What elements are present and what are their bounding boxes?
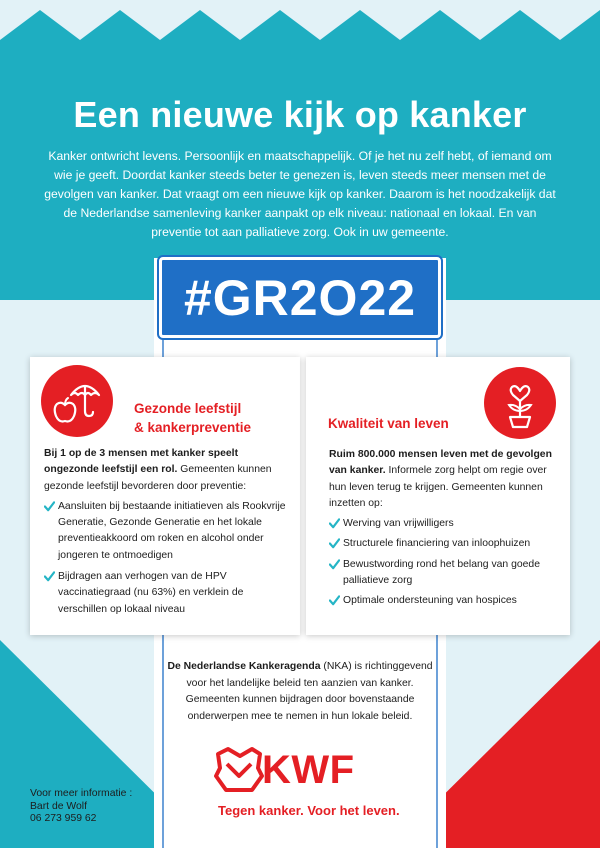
intro-text: Kanker ontwricht levens. Persoonlijk en maatschappelijk. Of je het nu zelf hebt, of iemand om wie je geeft. Doordat kanker steeds beter te genezen is, leven steeds meer mensen met de gevolgen van kanker. Dat vraagt om een nieuwe kijk op kanker. Daarom is het noodzakelijk dat de Nederlandse samenleving kanker aanpakt op elk niveau: nationaal en lokaal. En van preventie tot aan palliatieve zorg. Ook in uw gemeente. (44, 149, 556, 239)
tagline: Tegen kanker. Voor het leven. (218, 803, 400, 818)
list-item-text: Optimale ondersteuning van hospices (343, 595, 517, 607)
nka-rest: (NKA) is richtinggevend voor het landelijke beleid ten aanzien van kanker. Gemeenten kunnen bijdragen door bovenstaande onderwerpen mee te nemen in hun lokale beleid. (185, 661, 433, 722)
list-item (44, 569, 290, 618)
check-icon (329, 538, 340, 549)
list-item-text: Structurele financiering van inloophuizen (343, 538, 531, 550)
list-item (329, 593, 561, 609)
card-intro-rest: Informele zorg helpt om regie over hun leven terug te krijgen. Gemeenten kunnen inzetten op: (329, 465, 547, 509)
list-item (329, 557, 561, 590)
card-title (134, 399, 294, 437)
list-item (329, 536, 561, 552)
list-item (44, 499, 290, 564)
card-body (329, 447, 561, 614)
card-title-line: & kankerpreventie (134, 420, 252, 435)
check-icon (329, 518, 340, 529)
contact-name: Bart de Wolf (30, 800, 87, 812)
nka-paragraph (162, 659, 438, 725)
check-icon (329, 595, 340, 606)
card-quality-of-life (306, 357, 570, 635)
contact-info (30, 788, 132, 826)
umbrella-apple-icon (41, 365, 113, 437)
contact-label: Voor meer informatie : (30, 788, 133, 799)
page-title: Een nieuwe kijk op kanker (73, 94, 527, 135)
card-intro (44, 446, 290, 495)
kwf-logo-text: KWF (262, 748, 355, 792)
list-item-text: Bijdragen aan verhogen van de HPV vaccinatiegraad (nu 63%) en verklein de verschillen op lokaal niveau (58, 571, 244, 615)
nka-bold: De Nederlandse Kankeragenda (167, 661, 321, 672)
check-icon (329, 559, 340, 570)
card-title: Kwaliteit van leven (328, 416, 449, 431)
list-item-text: Aansluiten bij bestaande initiatieven als Rookvrije Generatie, Gezonde Generatie en het lokale preventieakkoord om roken en alcohol onder jongeren te ontmoedigen (58, 500, 286, 561)
card-intro-bold: Bij 1 op de 3 mensen met kanker speelt ongezonde leefstijl een rol. (44, 448, 239, 476)
contact-phone: 06 273 959 62 (30, 813, 97, 825)
list-item-text: Bewustwording rond het belang van goede palliatieve zorg (343, 558, 540, 587)
hashtag-sign (159, 257, 441, 338)
card-intro-rest: Gemeenten kunnen gezonde leefstijl bevorderen door preventie: (44, 464, 272, 492)
card-body (44, 446, 290, 623)
card-intro-bold: Ruim 800.000 mensen leven met de gevolgen van kanker. (329, 449, 552, 477)
check-icon (44, 501, 55, 512)
card-healthy-lifestyle (30, 357, 300, 635)
check-list (44, 499, 290, 618)
list-item (329, 516, 561, 532)
check-icon (44, 571, 55, 582)
potted-heart-plant-icon (484, 367, 556, 439)
card-title-line: Gezonde leefstijl (134, 401, 242, 416)
list-item-text: Werving van vrijwilligers (343, 518, 454, 530)
check-list (329, 516, 561, 609)
hashtag-text: #GR2O22 (183, 269, 417, 326)
card-intro (329, 447, 561, 512)
